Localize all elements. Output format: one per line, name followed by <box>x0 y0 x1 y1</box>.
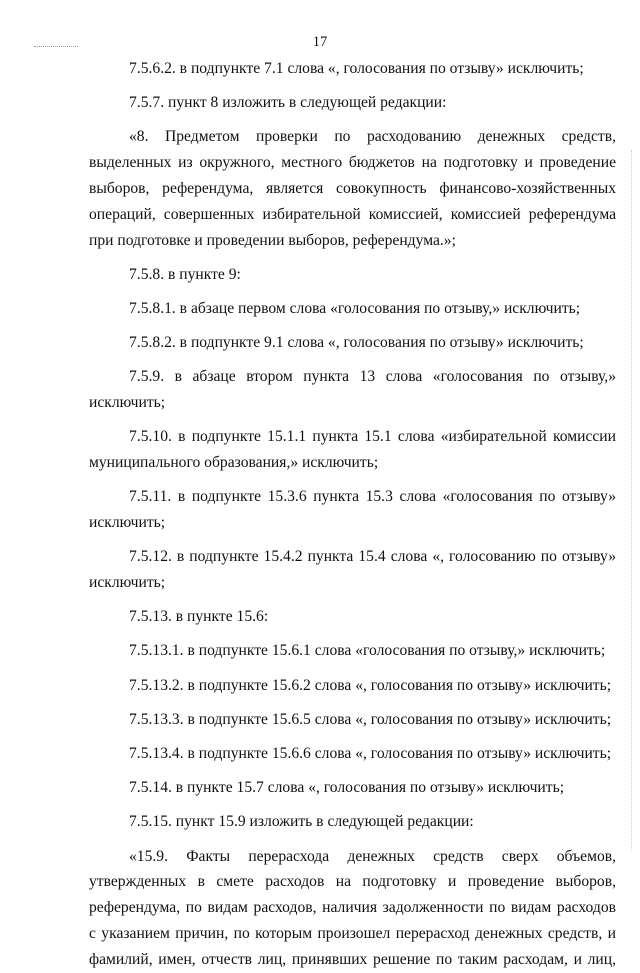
paragraph-gap <box>89 116 616 124</box>
paragraph-gap <box>89 733 616 741</box>
paragraph-line: фамилий, имен, отчеств лиц, принявших решение по таким расходам, и лиц, <box>89 950 616 968</box>
paragraph-line: «15.9. Факты перерасхода денежных средств сверх объемов, <box>129 847 616 865</box>
paragraph-gap <box>89 767 616 775</box>
paragraph: 7.5.6.2. в подпункте 7.1 слова «, голосования по отзыву» исключить; <box>129 60 584 77</box>
paragraph-line: муниципального образования,» исключить; <box>89 454 379 472</box>
paragraph-gap <box>89 536 616 544</box>
paragraph: 7.5.7. пункт 8 изложить в следующей редакции: <box>129 94 447 112</box>
paragraph-line: 7.5.10. в подпункте 15.1.1 пункта 15.1 слова «избирательной комиссии <box>129 428 616 446</box>
paragraph: 7.5.13.1. в подпункте 15.6.1 слова «голосования по отзыву,» исключить; <box>129 642 606 660</box>
paragraph-gap <box>89 416 616 424</box>
document-body <box>89 56 616 973</box>
paragraph-gap <box>89 322 616 330</box>
paragraph <box>89 364 616 416</box>
paragraph-line: выборов, референдума, является совокупность финансово-хозяйственных <box>89 179 616 197</box>
paragraph-line: 7.5.11. в подпункте 15.3.6 пункта 15.3 слова «голосования по отзыву» <box>129 488 616 506</box>
paragraph <box>89 124 616 253</box>
paragraph-line: исключить; <box>89 514 166 532</box>
paragraph-line: операций, совершенных избирательной комиссией, комиссией референдума <box>89 205 616 223</box>
paragraph-line: референдума, по видам расходов, наличия задолженности по видам расходов <box>89 899 616 917</box>
paragraph-line: при подготовке и проведении выборов, референдума.»; <box>89 231 456 249</box>
paragraph-gap <box>89 476 616 484</box>
paragraph-line: выделенных из окружного, местного бюджетов на подготовку и проведение <box>89 154 616 172</box>
paragraph: 7.5.14. в пункте 15.7 слова «, голосования по отзыву» исключить; <box>129 779 565 797</box>
paragraph: 7.5.13.2. в подпункте 15.6.2 слова «, голосования по отзыву» исключить; <box>129 676 612 694</box>
paragraph-gap <box>89 253 616 261</box>
paragraph-gap <box>89 82 616 90</box>
paragraph-gap <box>89 596 616 604</box>
paragraph: 7.5.13. в пункте 15.6: <box>129 608 269 626</box>
paragraph-gap <box>89 698 616 706</box>
paragraph <box>89 544 616 596</box>
page-number: 17 <box>312 34 328 50</box>
paragraph <box>89 424 616 476</box>
paragraph-line: исключить; <box>89 394 166 412</box>
paragraph-gap <box>89 801 616 809</box>
paragraph <box>89 484 616 536</box>
paragraph-line: с указанием причин, по которым произошел перерасход денежных средств, и <box>89 924 616 942</box>
paragraph <box>89 844 616 973</box>
paragraph-line: 7.5.12. в подпункте 15.4.2 пункта 15.4 слова «, голосованию по отзыву» <box>129 548 616 566</box>
paragraph-line: «8. Предметом проверки по расходованию денежных средств, <box>129 128 616 146</box>
scan-edge-artifact <box>631 150 632 850</box>
paragraph: 7.5.8.2. в подпункте 9.1 слова «, голосования по отзыву» исключить; <box>129 334 584 352</box>
paragraph-gap <box>89 664 616 672</box>
paragraph-gap <box>89 835 616 843</box>
paragraph-gap <box>89 288 616 296</box>
paragraph: 7.5.13.3. в подпункте 15.6.5 слова «, голосования по отзыву» исключить; <box>129 710 612 728</box>
paragraph-line: 7.5.9. в абзаце втором пункта 13 слова «голосования по отзыву,» <box>129 368 616 386</box>
paragraph-line: утвержденных в смете расходов на подготовку и проведение выборов, <box>89 873 616 891</box>
paragraph: 7.5.8.1. в абзаце первом слова «голосования по отзыву,» исключить; <box>129 299 581 317</box>
paragraph: 7.5.13.4. в подпункте 15.6.6 слова «, голосования по отзыву» исключить; <box>129 745 612 762</box>
paragraph: 7.5.15. пункт 15.9 изложить в следующей редакции: <box>129 813 474 831</box>
paragraph: 7.5.8. в пункте 9: <box>129 265 241 283</box>
paragraph-line: исключить; <box>89 574 166 592</box>
paragraph-gap <box>89 630 616 638</box>
paragraph-gap <box>89 356 616 364</box>
